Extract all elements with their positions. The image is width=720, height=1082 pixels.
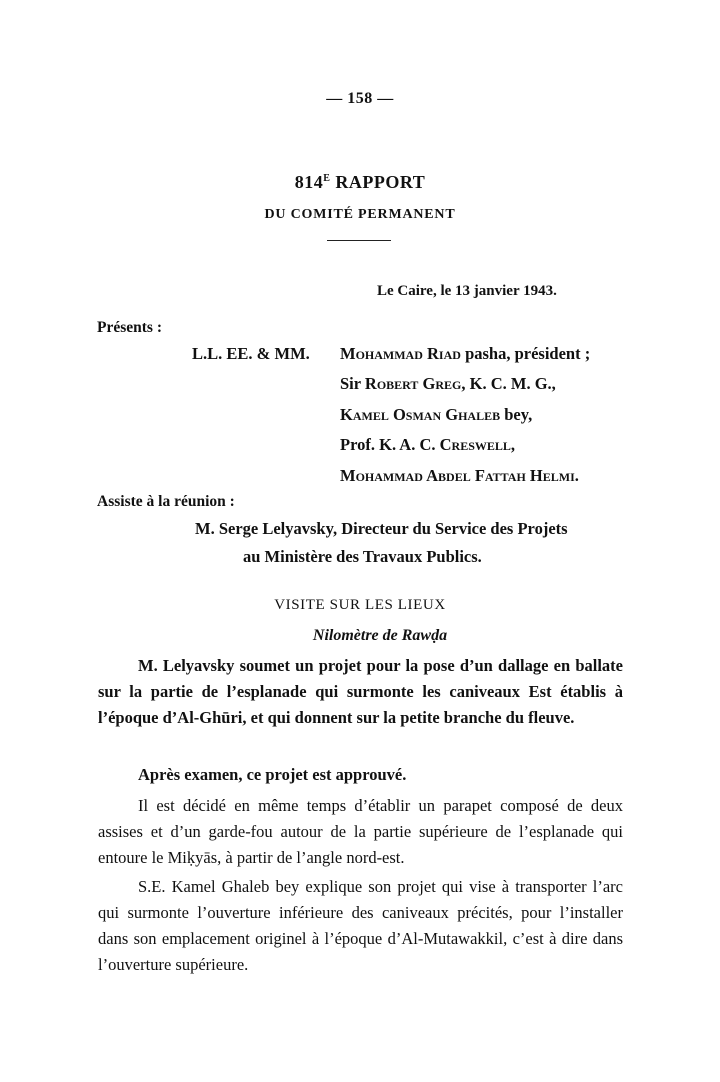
attendee-name: Kamel Osman Ghaleb [340,405,501,424]
dateline: Le Caire, le 13 janvier 1943. [377,283,557,299]
attendee-name: Mohammad Riad [340,344,461,363]
attendee-line [340,465,579,487]
attendee-line [340,343,590,365]
attendee-title: Sir [340,374,361,393]
section-subheading: Nilomètre de Rawḍa [312,627,448,644]
assiste-line: M. Serge Lelyavsky, Directeur du Service des Projets [195,519,568,538]
presents-prefix: L.L. EE. & MM. [192,344,310,363]
report-number: 814 [294,172,324,192]
attendee-name: Robert Greg [364,374,462,393]
attendee-title: Prof. [340,435,375,454]
attendee-line [340,434,515,456]
paragraph: Il est décidé en même temps d’établir un parapet composé de deux assises et d’un garde-fou autour de la partie supérieure de l’esplanade qui entoure le Miḳyās, à partir de l’angle nord-est. [98,796,623,867]
paragraph: M. Lelyavsky soumet un projet pour la pose d’un dallage en ballate sur la partie de l’esplanade qui surmonte les caniveaux Est établis à l’époque d’Al-Ghūri, et qui donnent sur la petite branche du fleuve. [98,656,623,727]
report-number-superscript: E [323,173,331,184]
section-heading: VISITE SUR LES LIEUX [274,597,446,613]
report-title [0,171,720,193]
paragraph: Après examen, ce projet est approuvé. [138,765,407,784]
report-title-word: RAPPORT [335,172,426,192]
presents-label: Présents : [97,319,162,336]
paragraph: S.E. Kamel Ghaleb bey explique son projet qui vise à transporter l’arc qui surmonte l’ouverture inférieure des caniveaux précités, pour l’installer dans son emplacement originel à l’époque d’Al-Mutawakkil, c’est à dire dans l’ouverture supérieure. [98,877,623,974]
attendee-suffix: . [574,466,579,485]
attendee-suffix: bey, [500,405,533,424]
attendee-suffix: pasha, président ; [460,344,591,363]
attendee-suffix: , [510,435,516,454]
page-number: — 158 — [326,90,394,107]
assiste-label: Assiste à la réunion : [97,493,235,510]
title-divider [327,240,391,241]
attendee-name: K. A. C. Creswell [379,435,511,454]
attendee-line [340,404,532,426]
attendee-name: Mohammad Abdel Fattah Helmi [340,466,575,485]
attendee-line [340,373,556,395]
assiste-line: au Ministère des Travaux Publics. [243,547,482,566]
report-subtitle: DU COMITÉ PERMANENT [264,207,456,222]
attendee-suffix: , K. C. M. G., [461,374,556,393]
